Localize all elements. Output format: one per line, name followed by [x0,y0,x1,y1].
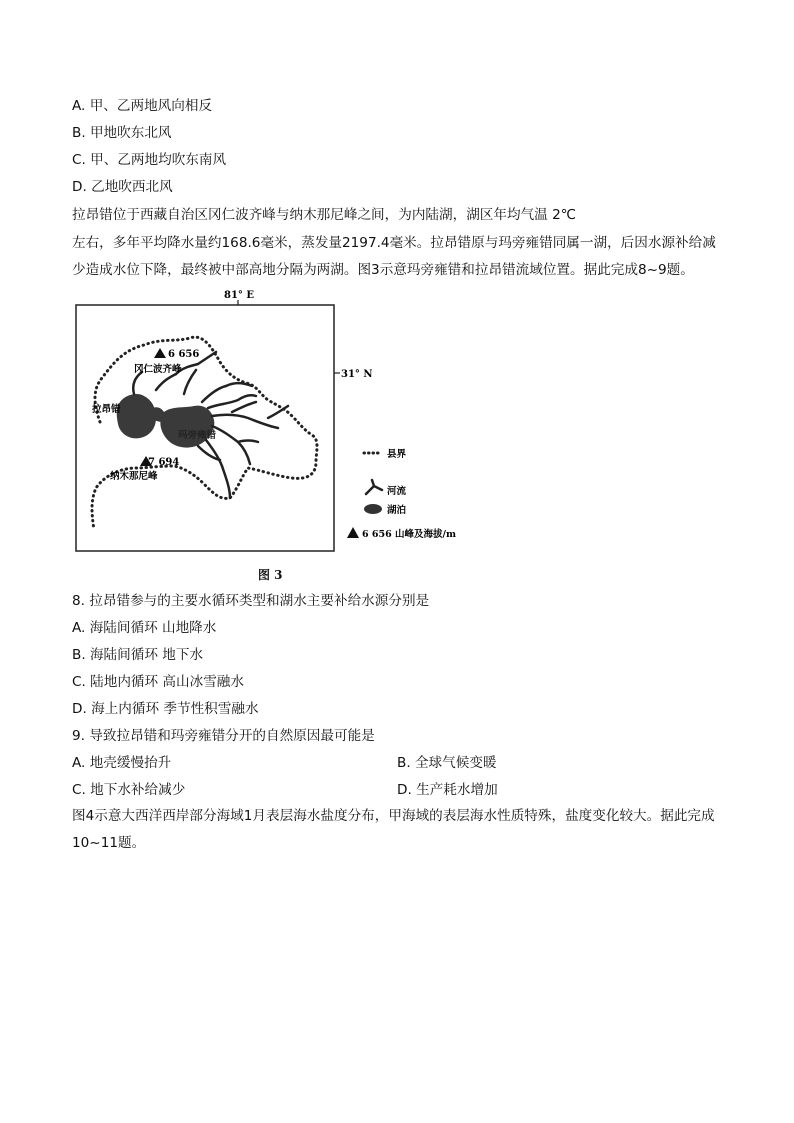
lake-ma-pang-yong-cuo-label: 玛旁雍错 [178,430,217,441]
q9-option-c: C. 地下水补给减少 [72,782,186,798]
figure-3-map [72,290,472,590]
q9-option-a: A. 地壳缓慢抬升 [72,755,172,771]
river [222,466,230,498]
river [268,406,288,418]
river [156,374,176,390]
river [206,440,222,466]
figure-caption: 图 3 [258,568,283,582]
river [133,372,142,394]
lake-la-ang-cuo-label: 拉昂错 [92,404,121,415]
map-svg [72,290,472,590]
river [202,386,226,402]
legend-peak-symbol [347,527,359,538]
q8-option-b: B. 海陆间循环 地下水 [72,647,204,663]
q9-option-d: D. 生产耗水增加 [397,782,498,798]
q9-option-b: B. 全球气候变暖 [397,755,497,771]
peak-naimona-nyi-name: 纳木那尼峰 [110,471,158,482]
river [232,402,256,412]
river [208,395,256,408]
legend-peak-label: 6 656 山峰及海拔/m [362,529,457,540]
river [198,352,216,364]
river [238,441,258,443]
q8-option-c: C. 陆地内循环 高山冰雪融水 [72,674,244,690]
legend-lake-symbol [364,504,382,514]
peak-triangle-kailash [154,348,166,358]
map-legend [347,448,456,540]
intro-8-9-line3: 少造成水位下降，最终被中部高地分隔为两湖。图3示意玛旁雍错和拉昂错流域位置。据此完成8~9题。 [72,262,694,278]
intro-10-11: 图4示意大西洋西岸部分海域1月表层海水盐度分布，甲海域的表层海水性质特殊，盐度变化较大。据此完成10~11题。 [72,808,715,851]
river [226,383,252,386]
q9-stem: 9. 导致拉昂错和玛旁雍错分开的自然原因最可能是 [72,728,375,744]
q7-option-c: C. 甲、乙两地均吹东南风 [72,152,227,168]
intro-8-9-line2: 左右，多年平均降水量约168.6毫米，蒸发量2197.4毫米。拉昂错原与玛旁雍错同属一湖，后因水源补给减 [72,235,716,251]
q8-option-d: D. 海上内循环 季节性积雪融水 [72,701,259,717]
q8-stem: 8. 拉昂错参与的主要水循环类型和湖水主要补给水源分别是 [72,593,430,609]
legend-county-border-label: 县界 [387,449,407,460]
legend-lake-label: 湖泊 [387,505,407,516]
q7-option-d: D. 乙地吹西北风 [72,179,173,195]
river [184,370,196,394]
peak-naimona-nyi-elevation: 7 694 [148,457,180,468]
intro-8-9-line1: 拉昂错位于西藏自治区冈仁波齐峰与纳木那尼峰之间，为内陆湖，湖区年均气温 2℃ [72,207,577,223]
legend-river-symbol [366,480,382,494]
peak-kailash-name: 冈仁波齐峰 [134,364,182,375]
q7-option-b: B. 甲地吹东北风 [72,125,172,141]
legend-river-label: 河流 [387,486,407,497]
peak-kailash-elevation: 6 656 [168,349,200,360]
river [198,446,220,460]
q8-option-a: A. 海陆间循环 山地降水 [72,620,217,636]
latitude-label: 31° N [341,369,373,380]
longitude-label: 81° E [224,290,255,301]
q7-option-a: A. 甲、乙两地风向相反 [72,98,213,114]
